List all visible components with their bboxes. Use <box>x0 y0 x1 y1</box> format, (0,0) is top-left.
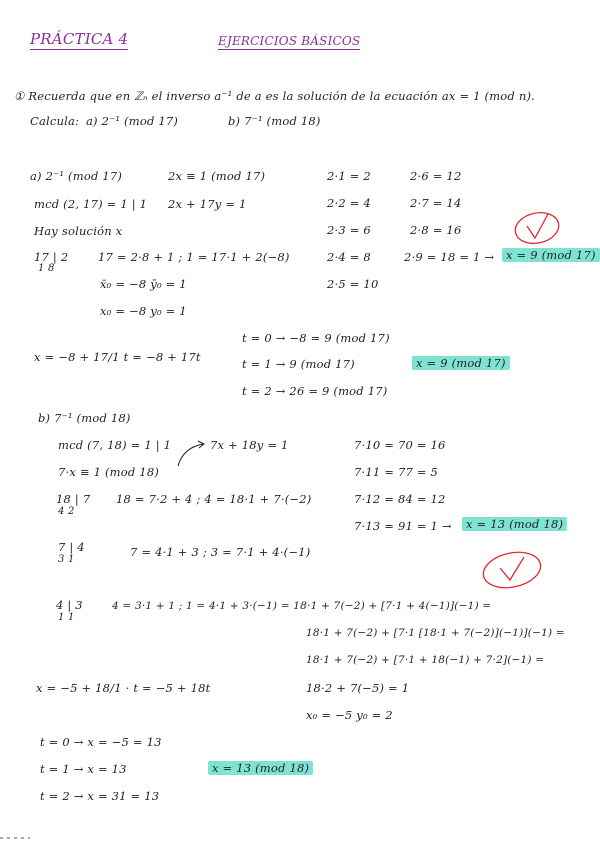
part-b-division1-top: 18 | 7 <box>56 492 91 506</box>
part-b-division3-top: 4 | 3 <box>56 598 83 612</box>
exercise-statement: ① Recuerda que en ℤₙ el inverso a⁻¹ de a es la solución de la ecuación ax = 1 (mod n). <box>14 89 535 103</box>
part-b-bezout: 18·2 + 7(−5) = 1 <box>306 681 410 695</box>
part-a-table-left-0: 2·1 = 2 <box>327 169 371 183</box>
part-b-prompt: b) 7⁻¹ (mod 18) <box>228 114 321 128</box>
part-a-table-right-1: 2·7 = 14 <box>410 196 462 210</box>
part-a-table-right-3: 2·9 = 18 = 1 → <box>404 250 495 264</box>
part-b-table-1: 7·11 = 77 = 5 <box>354 465 439 479</box>
part-b-t2: t = 2 → x = 31 = 13 <box>40 789 160 803</box>
part-b-table-2: 7·12 = 84 = 12 <box>354 492 446 506</box>
part-a-table-left-1: 2·2 = 4 <box>327 196 371 210</box>
part-b-general-solution: x = −5 + 18/1 · t = −5 + 18t <box>36 681 211 695</box>
part-a-mcd: mcd (2, 17) = 1 | 1 <box>34 197 148 211</box>
part-a-particular-bar: x̄₀ = −8 ȳ₀ = 1 <box>100 277 187 291</box>
part-b-t0: t = 0 → x = −5 = 13 <box>40 735 162 749</box>
part-a-table-left-4: 2·5 = 10 <box>327 277 379 291</box>
part-b-euclid2: 7 = 4·1 + 3 ; 3 = 7·1 + 4·(−1) <box>130 545 311 559</box>
part-b-particular: x₀ = −5 y₀ = 2 <box>306 708 393 722</box>
part-b-result-highlight: x = 13 (mod 18) <box>462 517 567 531</box>
part-a-t2: t = 2 → 26 = 9 (mod 17) <box>242 384 388 398</box>
page-title: PRÁCTICA 4 <box>30 30 129 48</box>
part-b-table-0: 7·10 = 70 = 16 <box>354 438 446 452</box>
part-b-heading: b) 7⁻¹ (mod 18) <box>38 411 131 425</box>
part-a-table-left-2: 2·3 = 6 <box>327 223 371 237</box>
part-a-table-right-0: 2·6 = 12 <box>410 169 462 183</box>
part-b-substitution-3: 18·1 + 7(−2) + [7·1 + 18(−1) + 7·2](−1) = <box>306 654 545 666</box>
part-b-table-3: 7·13 = 91 = 1 → <box>354 519 452 533</box>
part-b-t1-highlight: x = 13 (mod 18) <box>208 761 313 775</box>
part-a-t0: t = 0 → −8 = 9 (mod 17) <box>242 331 390 345</box>
part-a-division-bottom: 1 8 <box>38 263 55 274</box>
check-circle-a <box>512 209 561 247</box>
part-a-general-solution: x = −8 + 17/1 t = −8 + 17t <box>34 350 201 364</box>
part-a-euclid: 17 = 2·8 + 1 ; 1 = 17·1 + 2(−8) <box>98 250 290 264</box>
part-b-euclid1: 18 = 7·2 + 4 ; 4 = 18·1 + 7·(−2) <box>116 492 312 506</box>
check-mark-a <box>527 214 548 238</box>
part-b-mcd: mcd (7, 18) = 1 | 1 <box>58 438 172 452</box>
part-b-division3-bottom: 1 1 <box>58 612 75 623</box>
part-a-has-solution: Hay solución x <box>34 224 123 238</box>
part-a-particular: x₀ = −8 y₀ = 1 <box>100 304 187 318</box>
part-b-euclid3: 4 = 3·1 + 1 ; 1 = 4·1 + 3·(−1) = 18·1 + 7(−2) + [7·1 + 4(−1)](−1) = <box>112 600 492 612</box>
part-b-division1-bottom: 4 2 <box>58 506 75 517</box>
part-b-division2-bottom: 3 1 <box>58 554 75 565</box>
check-circle-b <box>480 547 544 592</box>
part-a-diophantine: 2x + 17y = 1 <box>168 197 247 211</box>
check-mark-b <box>500 557 524 580</box>
part-a-t1: t = 1 → 9 (mod 17) <box>242 357 355 371</box>
part-a-t1-highlight: x = 9 (mod 17) <box>412 356 510 370</box>
part-a-heading: a) 2⁻¹ (mod 17) <box>30 169 123 183</box>
part-a-table-right-2: 2·8 = 16 <box>410 223 462 237</box>
part-b-substitution-2: 18·1 + 7(−2) + [7·1 [18·1 + 7(−2)](−1)](−1) = <box>306 627 565 639</box>
part-a-result-highlight: x = 9 (mod 17) <box>502 248 600 262</box>
part-a-table-left-3: 2·4 = 8 <box>327 250 371 264</box>
part-a-division-top: 17 | 2 <box>34 250 69 264</box>
part-b-congruence: 7·x ≡ 1 (mod 18) <box>58 465 160 479</box>
calc-label: Calcula: <box>30 114 80 128</box>
page-subtitle: EJERCICIOS BÁSICOS <box>218 34 361 48</box>
part-b-t1: t = 1 → x = 13 <box>40 762 127 776</box>
part-a-prompt: a) 2⁻¹ (mod 17) <box>86 114 179 128</box>
part-b-diophantine: 7x + 18y = 1 <box>210 438 289 452</box>
part-b-division2-top: 7 | 4 <box>58 540 85 554</box>
part-a-congruence: 2x ≡ 1 (mod 17) <box>168 169 266 183</box>
